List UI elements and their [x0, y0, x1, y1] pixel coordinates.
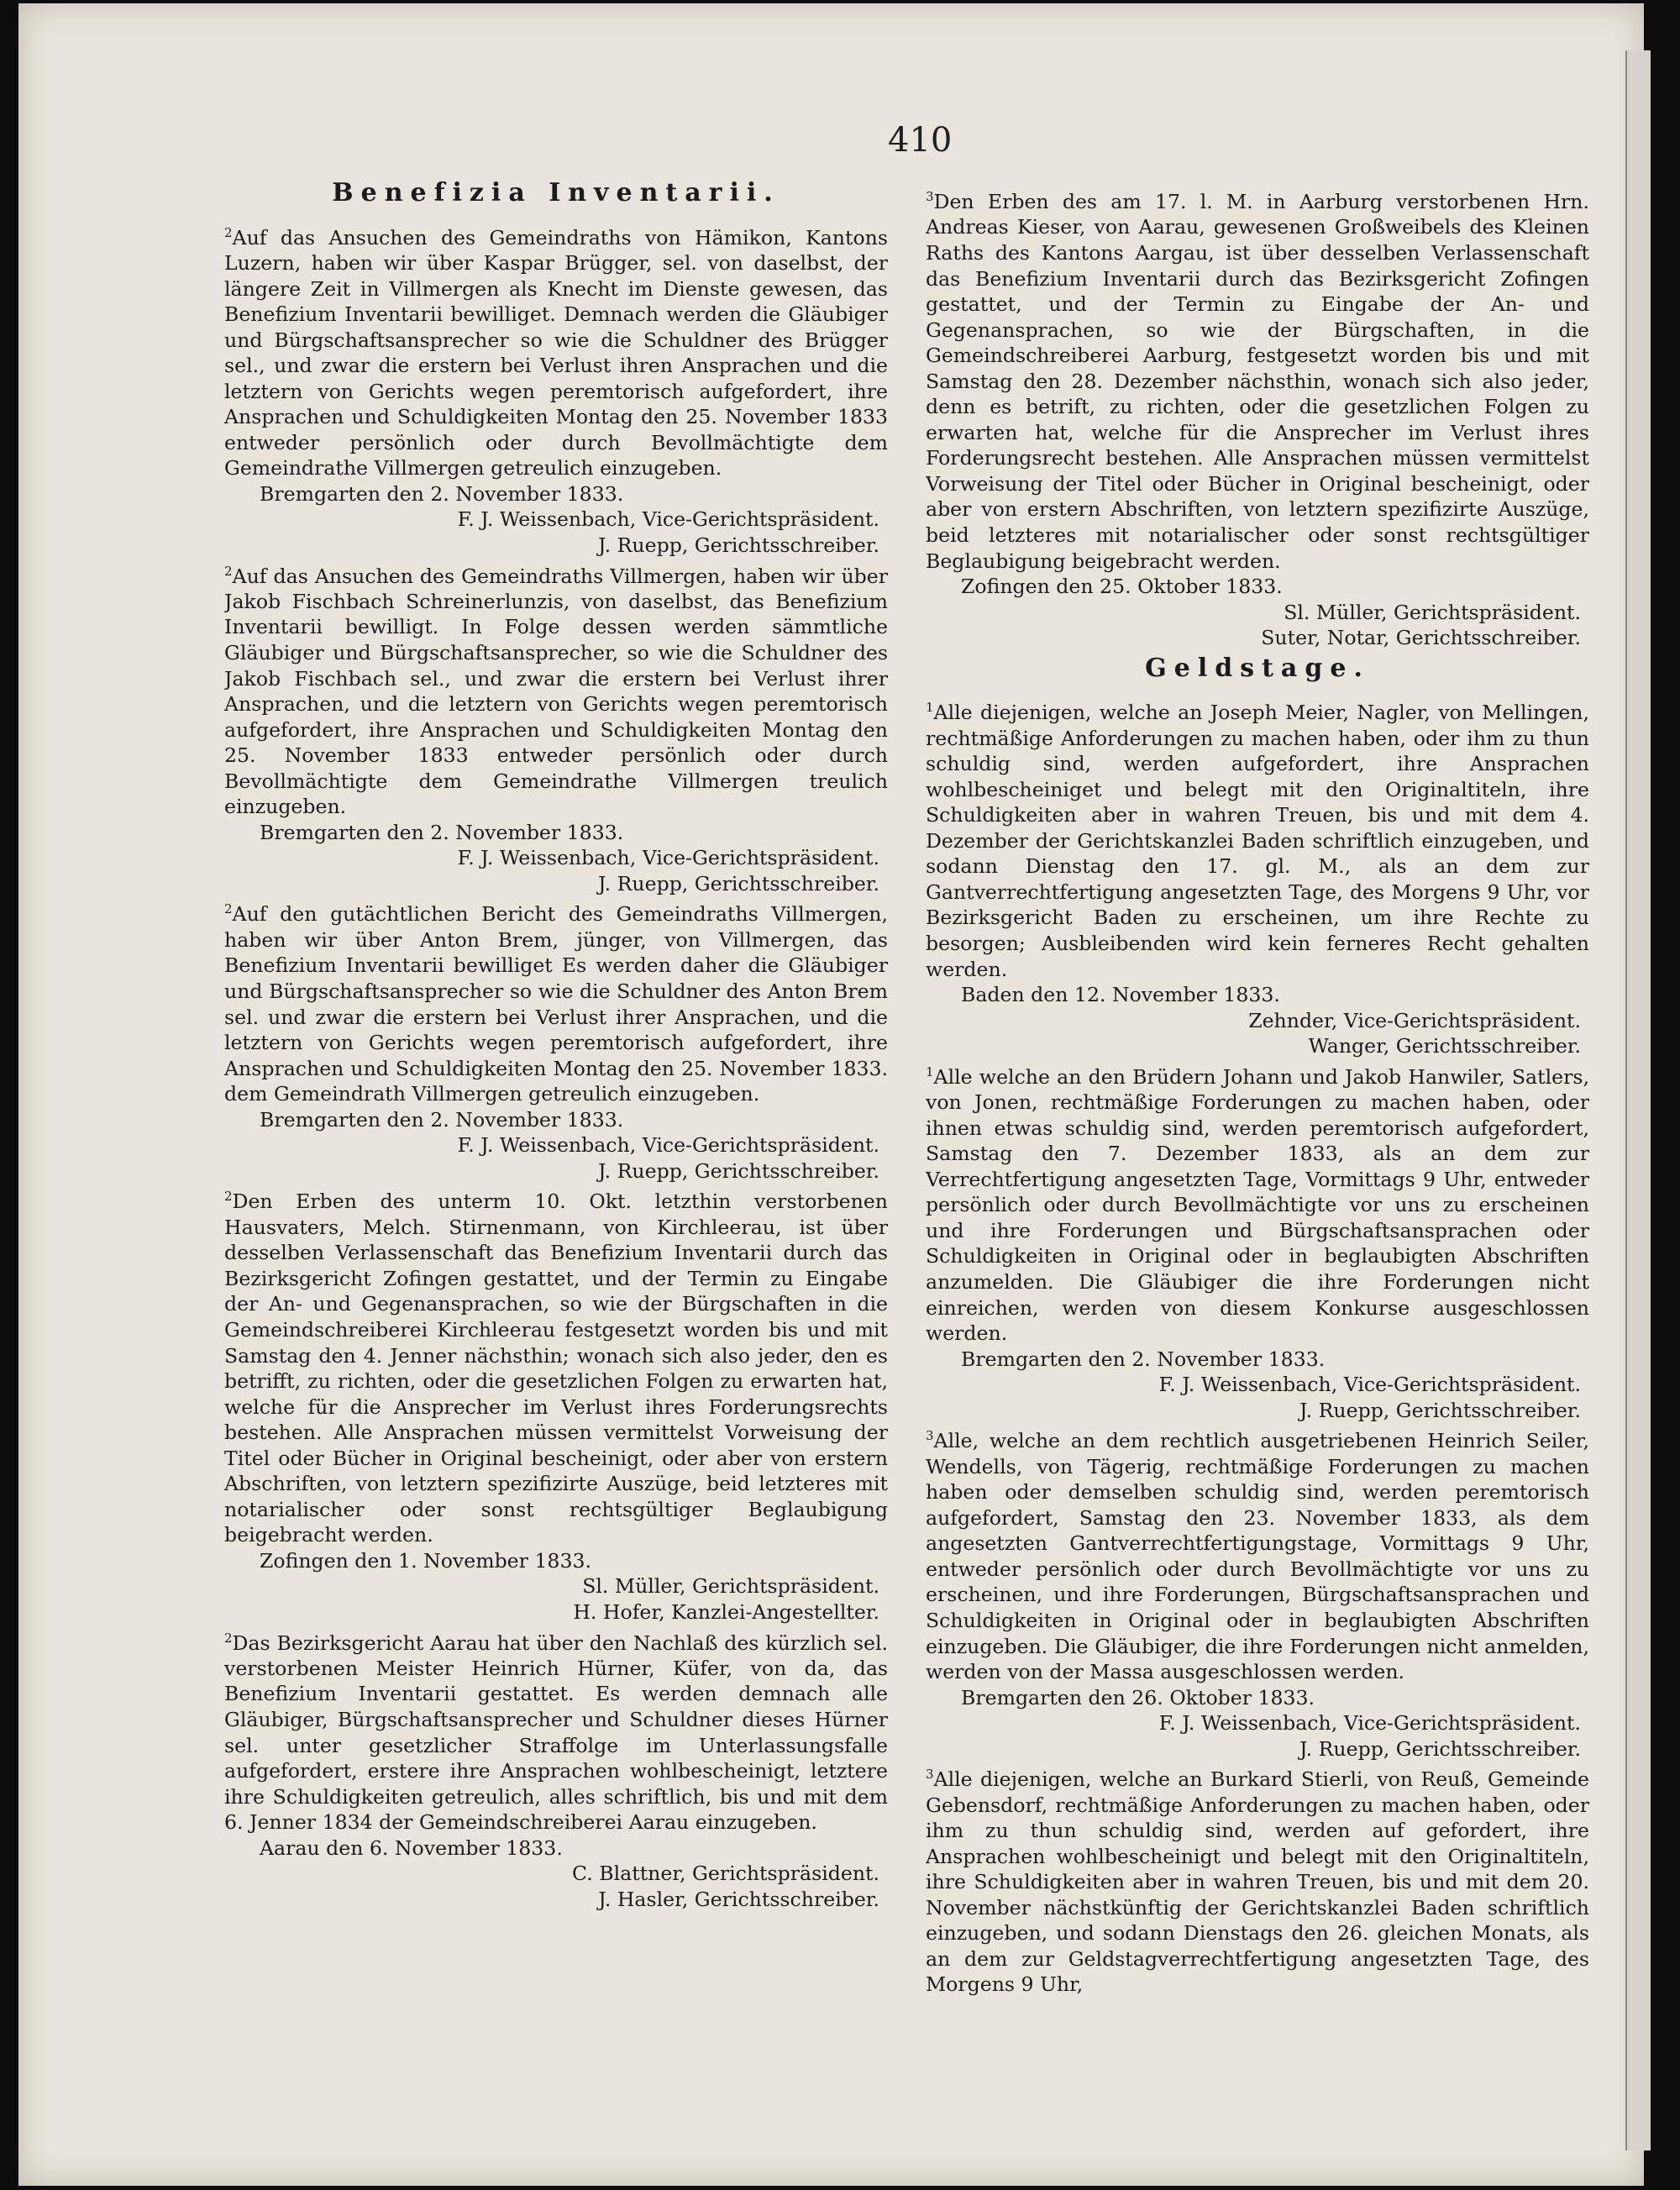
page-number: 410 [888, 121, 953, 160]
right-column [926, 176, 1589, 2124]
section-heading-benefizia: Benefizia Inventarii. [332, 178, 780, 207]
notice-signature: F. J. Weissenbach, Vice-Gerichtspräsident. [457, 507, 879, 532]
notice-signature: F. J. Weissenbach, Vice-Gerichtspräsident. [457, 1133, 879, 1158]
notice-text: Alle welche an den Brüdern Johann und Jakob Hanwiler, Satlers, von Jonen, rechtmäßige Forderungen zu machen haben, oder ihnen etwas schuldig sind, werden peremtorisch aufgefordert, Samstag den 7. Dezember 1833, als an dem zur Verrechtfertigung angesetzten Tage, Vormittags 9 Uhr, entweder persönlich oder durch Bevollmächtigte vor uns zu erscheinen und ihre Forderungen und Bürgschaftsansprachen oder Schuldigkeiten in Original oder in beglaubigten Abschriften anzumelden. Die Gläubiger die ihre Forderungen nicht einreichen, werden von diesem Konkurse ausgeschlossen werden. [926, 1064, 1589, 1346]
notice-signature: C. Blattner, Gerichtspräsident. [572, 1862, 879, 1886]
notice-marker: 2 [224, 901, 233, 917]
notice-signature: Suter, Notar, Gerichtsschreiber. [1261, 626, 1581, 650]
notice-date: Bremgarten den 2. November 1833. [260, 820, 624, 844]
notice-text: Den Erben des am 17. l. M. in Aarburg verstorbenen Hrn. Andreas Kieser, von Aarau, gewesenen Großweibels des Kleinen Raths des Kantons Aargau, ist über desselben Verlassenschaft das Benefizium Inventarii durch das Bezirksgericht Zofingen gestattet, und der Termin zu Eingabe der An- und Gegenansprachen, so wie der Bürgschaften, in die Gemeindschreiberei Aarburg, festgesetzt worden bis und mit Samstag den 28. Dezember nächsthin, wonach sich also jeder, denn es betrift, zu richten, oder die gesetzlichen Folgen zu erwarten hat, welche für die Ansprecher im Verlust ihres Forderungsrecht bestehen. Alle Ansprachen müssen vermittelst Vorweisung der Titel oder Bücher in Original bescheinigt, oder aber von erstern Abschriften, von letztern spezifizirte Auszüge, beid letzteres mit notarialischer oder sonst rechtsgültiger Beglaubigung beigebracht werden. [926, 189, 1589, 573]
notice-signature: F. J. Weissenbach, Vice-Gerichtspräsident. [1158, 1373, 1581, 1397]
section-heading-geldstage: Geldstage. [1145, 653, 1370, 683]
notice-date: Zofingen den 1. November 1833. [260, 1548, 591, 1573]
notice-text: Alle, welche an dem rechtlich ausgetriebenen Heinrich Seiler, Wendells, von Tägerig, rechtmäßige Forderungen zu machen haben oder demselben schuldig sind, werden peremtorisch aufgefordert, Samstag den 23. November 1833, als dem angesetzten Gantverrechtfertigungstage, Vormittags 9 Uhr, entweder persönlich oder durch Bevollmächtigte vor uns zu erscheinen, und ihre Forderungen, Bürgschaftsansprachen und Schuldigkeiten in Original oder in beglaubigten Abschriften einzugeben. Die Gläubiger, die ihre Forderungen nicht anmelden, werden von der Massa ausgeschlossen werden. [926, 1429, 1589, 1684]
notice-marker: 1 [926, 700, 934, 716]
notice-left-4 [224, 1184, 888, 1625]
notice-text: Alle diejenigen, welche an Burkard Stierli, von Reuß, Gemeinde Gebensdorf, rechtmäßige Anforderungen zu machen haben, oder ihm zu thun schuldig sind, werden auf gefordert, ihre Ansprachen wohlbescheinigt und belegt mit den Originaltiteln, ihre Schuldigkeiten aber in wahren Treuen, bis und mit dem 20. November nächstkünftig der Gerichtskanzlei Baden schriftlich einzugeben, und sodann Dienstags den 26. gleichen Monats, als an dem zur Geldstagverrechtfertigung angesetzten Tage, des Morgens 9 Uhr, [926, 1767, 1589, 1997]
notice-marker: 3 [926, 1428, 934, 1444]
notice-text: Auf den gutächtlichen Bericht des Gemeindraths Villmergen, haben wir über Anton Brem, jünger, von Villmergen, das Benefizium Inventarii bewilliget Es werden daher die Gläubiger und Bürgschaftsansprecher so wie die Schuldner des Anton Brem sel. und zwar die erstern bei Verlust ihrer Ansprachen, und die letztern von Gerichts wegen peremtorisch aufgefordert, ihre Ansprachen und Schuldigkeiten Montag den 25. November 1833. dem Gemeindrath Villmergen getreulich einzugeben. [224, 902, 888, 1106]
notice-signature: J. Ruepp, Gerichtsschreiber. [598, 533, 879, 557]
notice-date: Bremgarten den 2. November 1833. [260, 1107, 624, 1132]
notice-marker: 2 [224, 224, 233, 240]
notice-text: Das Bezirksgericht Aarau hat über den Nachlaß des kürzlich sel. verstorbenen Meister Heinrich Hürner, Küfer, von da, das Benefizium Inventarii gestattet. Es werden demnach alle Gläubiger, Bürgschaftsansprecher und Schuldner dieses Hürner sel. unter gesetzlicher Straffolge im Unterlassungsfalle aufgefordert, erstere ihre Ansprachen wohlbescheinigt, letztere ihre Schuldigkeiten getreulich, alles schriftlich, bis und mit dem 6. Jenner 1834 der Gemeindschreiberei Aarau einzugeben. [224, 1631, 888, 1835]
notice-signature: J. Ruepp, Gerichtsschreiber. [598, 1158, 879, 1183]
notice-signature: J. Ruepp, Gerichtsschreiber. [1299, 1398, 1581, 1422]
notice-signature: H. Hofer, Kanzlei-Angestellter. [573, 1599, 879, 1624]
notice-right-4 [926, 1762, 1589, 1998]
notice-left-1 [224, 220, 888, 559]
notice-date: Baden den 12. November 1833. [961, 983, 1280, 1007]
notice-marker: 1 [926, 1063, 934, 1079]
notice-text: Auf das Ansuchen des Gemeindraths Villmergen, haben wir über Jakob Fischbach Schreinerlunzis, von daselbst, das Benefizium Inventarii bewilligt. In Folge dessen werden sämmtliche Gläubiger und Bürgschaftsansprecher, so wie die Schuldner des Jakob Fischbach sel., und zwar die erstern bei Verlust ihrer Ansprachen, und die letztern von Gerichts wegen peremtorisch aufgefordert, ihre Ansprachen und Schuldigkeiten Montag den 25. November 1833 entweder persönlich oder durch Bevollmächtigte dem Gemeindrathe Villmergen treulich einzugeben. [224, 564, 888, 819]
notice-right-top [926, 184, 1589, 651]
notice-date: Bremgarten den 26. Oktober 1833. [961, 1685, 1315, 1709]
adjacent-page-edge [1625, 50, 1651, 2151]
notice-signature: J. Hasler, Gerichtsschreiber. [598, 1887, 879, 1911]
notice-text: Den Erben des unterm 10. Okt. letzthin verstorbenen Hausvaters, Melch. Stirnenmann, von Kirchleerau, ist über desselben Verlassenschaft das Benefizium Inventarii durch das Bezirksgericht Zofingen gestattet, und der Termin zu Eingabe der An- und Gegenansprachen, so wie der Bürgschaften in die Gemeindschreiberei Kirchleerau festgesetzt worden bis und mit Samstag den 4. Jenner nächsthin; wonach sich also jeder, den es betrifft, zu richten, oder die gesetzlichen Folgen zu erwarten hat, welche für die Ansprecher im Verlust ihres Forderungsrechts bestehen. Alle Ansprachen müssen vermittelst Vorweisung der Titel oder Bücher in Original bescheinigt, oder aber von erstern Abschriften, von letztern spezifizirte Auszüge, beid letzteres mit notarialischer oder sonst rechtsgültiger Beglaubigung beigebracht werden. [224, 1190, 888, 1547]
notice-left-3 [224, 896, 888, 1184]
notice-date: Aarau den 6. November 1833. [260, 1836, 563, 1860]
notice-marker: 2 [224, 563, 233, 579]
notice-signature: Sl. Müller, Gerichtspräsident. [1284, 600, 1581, 624]
newspaper-page [18, 3, 1644, 2186]
notice-left-2 [224, 559, 888, 897]
left-column [224, 176, 888, 2124]
notice-signature: Sl. Müller, Gerichtspräsident. [582, 1574, 879, 1599]
notice-right-2 [926, 1059, 1589, 1424]
notice-date: Zofingen den 25. Oktober 1833. [961, 575, 1283, 599]
notice-right-1 [926, 695, 1589, 1059]
notice-signature: Zehnder, Vice-Gerichtspräsident. [1248, 1008, 1581, 1032]
notice-marker: 3 [926, 1767, 934, 1783]
notice-text: Alle diejenigen, welche an Joseph Meier, Nagler, von Mellingen, rechtmäßige Anforderungen zu machen haben, oder ihm zu thun schuldig sind, werden aufgefordert, ihre Ansprachen wohlbescheiniget und belegt mit den Originaltiteln, ihre Schuldigkeiten aber in wahren Treuen, bis und mit dem 4. Dezember der Gerichtskanzlei Baden schriftlich einzugeben, und sodann Dienstag den 17. gl. M., als an dem zur Gantverrechtfertigung angesetzten Tage, des Morgens 9 Uhr, vor Bezirksgericht Baden zu erscheinen, um ihre Rechte zu besorgen; Ausbleibenden wird kein ferneres Recht gehalten werden. [926, 701, 1589, 981]
notice-text: Auf das Ansuchen des Gemeindraths von Hämikon, Kantons Luzern, haben wir über Kaspar Brügger, sel. von daselbst, der längere Zeit in Villmergen als Knecht im Dienste gewesen, das Benefizium Inventarii bewilliget. Demnach werden die Gläubiger und Bürgschaftsansprecher so wie die Schuldner des Brügger sel., und zwar die erstern bei Verlust ihren Ansprachen und die letztern von Gerichts wegen peremtorisch aufgefordert, ihre Ansprachen und Schuldigkeiten Montag den 25. November 1833 entweder persönlich oder durch Bevollmächtigte dem Gemeindrathe Villmergen getreulich einzugeben. [224, 225, 888, 481]
notice-right-3 [926, 1423, 1589, 1762]
notice-marker: 2 [224, 1189, 233, 1205]
notice-date: Bremgarten den 2. November 1833. [961, 1347, 1326, 1371]
notice-date: Bremgarten den 2. November 1833. [260, 481, 624, 506]
notice-signature: J. Ruepp, Gerichtsschreiber. [598, 871, 879, 895]
notice-marker: 3 [926, 189, 934, 204]
notice-left-5 [224, 1625, 888, 1913]
notice-signature: F. J. Weissenbach, Vice-Gerichtspräsident. [1158, 1711, 1581, 1736]
notice-signature: J. Ruepp, Gerichtsschreiber. [1299, 1736, 1581, 1761]
notice-signature: F. J. Weissenbach, Vice-Gerichtspräsident. [457, 846, 879, 870]
notice-marker: 2 [224, 1630, 233, 1646]
notice-signature: Wanger, Gerichtsschreiber. [1308, 1034, 1581, 1058]
